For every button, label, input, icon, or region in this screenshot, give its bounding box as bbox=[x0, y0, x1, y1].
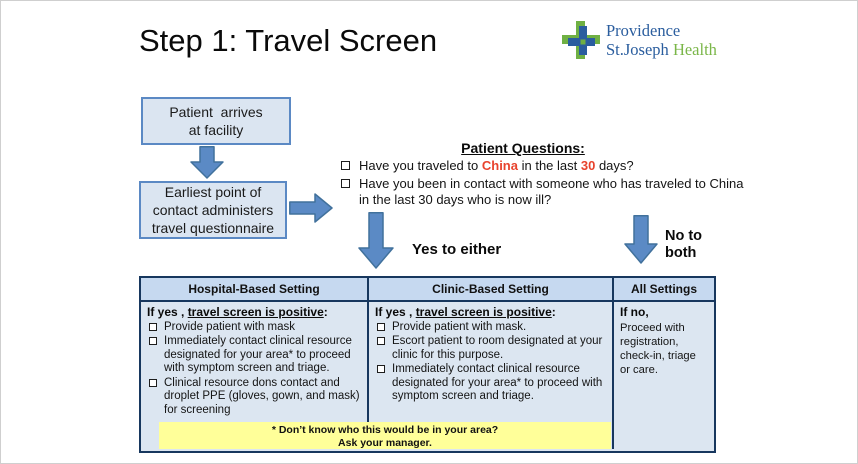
logo-line1: Providence bbox=[606, 21, 681, 40]
logo-line2: St.Joseph Health bbox=[606, 40, 717, 59]
clinic-item: Provide patient with mask. bbox=[375, 321, 606, 335]
hospital-item: Clinical resource dons contact and droplet PPE (gloves, gown, and mask) for screening bbox=[147, 377, 361, 418]
page-title: Step 1: Travel Screen bbox=[139, 23, 438, 58]
logo-text bbox=[606, 21, 717, 59]
footnote bbox=[159, 422, 611, 449]
flow-box-earliest-point bbox=[139, 181, 287, 239]
highlight-china: China bbox=[481, 158, 518, 173]
no-branch-label: No to both bbox=[665, 228, 703, 261]
all-settings-cell bbox=[614, 302, 714, 449]
hospital-item: Provide patient with mask bbox=[147, 321, 361, 335]
checkbox-icon bbox=[149, 337, 157, 345]
providence-cross-icon bbox=[561, 20, 601, 60]
checkbox-icon bbox=[149, 379, 157, 387]
providence-st-joseph-health-logo bbox=[561, 20, 717, 60]
table-header-row bbox=[141, 278, 714, 302]
yes-branch-label: Yes to either bbox=[412, 241, 502, 258]
checkbox-icon bbox=[341, 179, 350, 188]
settings-table bbox=[139, 276, 716, 453]
clinic-cell-heading: If yes , travel screen is positive: bbox=[375, 305, 556, 319]
clinic-item: Immediately contact clinical resource designated for your area* to proceed with symptom screen and triage. bbox=[375, 363, 606, 404]
checkbox-icon bbox=[149, 323, 157, 331]
header-all-settings: All Settings bbox=[630, 282, 697, 296]
question-2 bbox=[338, 176, 758, 208]
hospital-item: Immediately contact clinical resource designated for your area* to proceed with symptom screen and triage. bbox=[147, 335, 361, 376]
question-1-text: Have you traveled to China in the last 30 days? bbox=[359, 158, 634, 173]
yes-down-arrow-icon bbox=[358, 212, 394, 269]
highlight-30: 30 bbox=[580, 158, 596, 173]
question-1 bbox=[338, 158, 758, 174]
all-settings-body: Proceed with registration, check-in, triage or care. bbox=[620, 321, 696, 376]
checkbox-icon bbox=[377, 337, 385, 345]
footnote-line1: * Don’t know who this would be in your area? bbox=[271, 424, 499, 436]
flow-box1-line1: Patient arrives bbox=[169, 104, 263, 120]
header-clinic-based: Clinic-Based Setting bbox=[369, 278, 614, 300]
hospital-cell-heading: If yes , travel screen is positive: bbox=[147, 305, 328, 319]
down-arrow-icon bbox=[190, 146, 224, 179]
header-hospital-based: Hospital-Based Setting bbox=[141, 278, 369, 300]
clinic-item: Escort patient to room designated at your clinic for this purpose. bbox=[375, 335, 606, 362]
checkbox-icon bbox=[377, 323, 385, 331]
question-2-text: Have you been in contact with someone who has traveled to China in the last 30 days who is now ill? bbox=[359, 176, 744, 207]
right-arrow-icon bbox=[289, 193, 333, 223]
checkbox-icon bbox=[377, 365, 385, 373]
patient-questions-heading: Patient Questions: bbox=[461, 140, 585, 156]
flow-box-patient-arrives bbox=[141, 97, 291, 145]
flow-box2-text: Earliest point of contact administers travel questionnaire bbox=[151, 184, 275, 236]
footnote-line2: Ask your manager. bbox=[338, 436, 432, 449]
all-settings-heading: If no, bbox=[620, 305, 649, 319]
checkbox-icon bbox=[341, 161, 350, 170]
patient-questions bbox=[338, 140, 758, 208]
flow-box1-line2: at facility bbox=[188, 122, 244, 138]
no-down-arrow-icon bbox=[624, 215, 658, 264]
